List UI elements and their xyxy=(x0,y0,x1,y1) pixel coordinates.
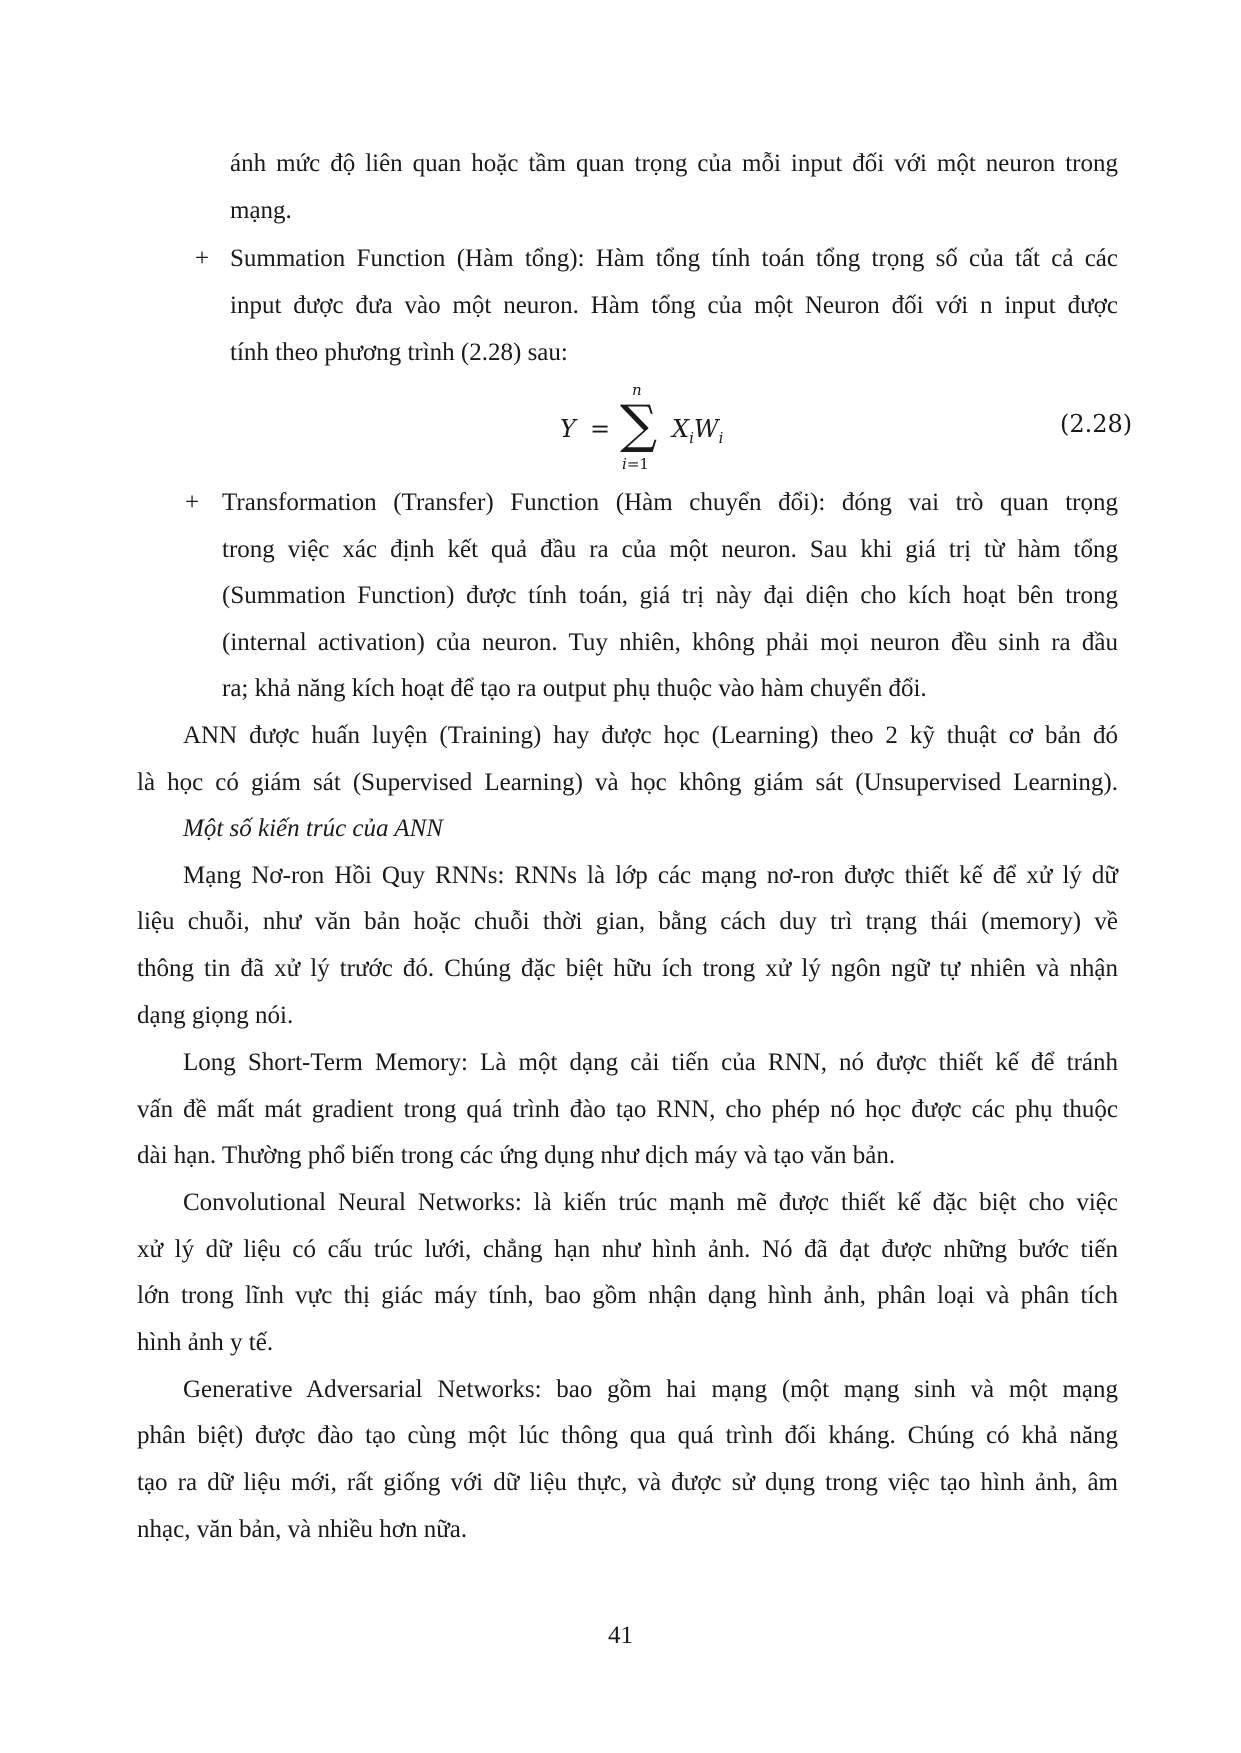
text-line: (internal activation) của neuron. Tuy nhiên, không phải mọi neuron đều sinh ra đầu xyxy=(222,629,1118,656)
text-line: dài hạn. Thường phổ biến trong các ứng dụng như dịch máy và tạo văn bản. xyxy=(137,1142,896,1169)
text-line: Generative Adversarial Networks: bao gồm hai mạng (một mạng sinh và một mạng xyxy=(183,1376,1118,1403)
section-subheading: Một số kiến trúc của ANN xyxy=(183,815,443,842)
page-number: 41 xyxy=(608,1622,633,1649)
term-x: X xyxy=(672,415,690,443)
text-line: Convolutional Neural Networks: là kiến trúc mạnh mẽ được thiết kế đặc biệt cho việc xyxy=(183,1189,1118,1216)
text-line: ra; khả năng kích hoạt để tạo ra output phụ thuộc vào hàm chuyển đổi. xyxy=(222,675,927,702)
text-line: Transformation (Transfer) Function (Hàm chuyển đổi): đóng vai trò quan trọng xyxy=(222,489,1118,516)
text-line: mạng. xyxy=(230,197,292,224)
text-line: Mạng Nơ-ron Hồi Quy RNNs: RNNs là lớp các mạng nơ-ron được thiết kế để xử lý dữ xyxy=(183,862,1118,889)
text-line: input được đưa vào một neuron. Hàm tổng của một Neuron đối với n input được xyxy=(230,292,1118,319)
text-line: dạng giọng nói. xyxy=(137,1002,294,1029)
term-w: W xyxy=(693,415,719,443)
text-line: (Summation Function) được tính toán, giá trị này đại diện cho kích hoạt bên trong xyxy=(222,582,1118,609)
term-w-sub: i xyxy=(718,428,724,447)
text-line: ANN được huấn luyện (Training) hay được học (Learning) theo 2 kỹ thuật cơ bản đó xyxy=(183,722,1118,749)
sum-index: i xyxy=(622,455,627,473)
text-line: Summation Function (Hàm tổng): Hàm tổng tính toán tổng trọng số của tất cả các xyxy=(230,245,1118,272)
summation-symbol: ∑ xyxy=(620,395,658,455)
text-line: Long Short-Term Memory: Là một dạng cải tiến của RNN, nó được thiết kế để tránh xyxy=(183,1049,1118,1076)
equation-terms xyxy=(672,415,723,447)
text-line: liệu chuỗi, như văn bản hoặc chuỗi thời gian, bằng cách duy trì trạng thái (memory) về xyxy=(137,908,1118,935)
bullet-marker: + xyxy=(185,489,200,516)
equation-number: (2.28) xyxy=(1060,410,1133,438)
text-line: ánh mức độ liên quan hoặc tầm quan trọng của mỗi input đối với một neuron trong xyxy=(230,150,1118,177)
text-line: thông tin đã xử lý trước đó. Chúng đặc biệt hữu ích trong xử lý ngôn ngữ tự nhiên và nhận xyxy=(137,955,1118,982)
sum-upper-limit: n xyxy=(632,381,642,399)
text-line: hình ảnh y tế. xyxy=(137,1329,274,1356)
text-line: vấn đề mất mát gradient trong quá trình đào tạo RNN, cho phép nó học được các phụ thuộc xyxy=(137,1096,1118,1123)
text-line: là học có giám sát (Supervised Learning) và học không giám sát (Unsupervised Learning). xyxy=(137,769,1118,796)
text-line: trong việc xác định kết quả đầu ra của một neuron. Sau khi giá trị từ hàm tổng xyxy=(222,536,1118,563)
text-line: lớn trong lĩnh vực thị giác máy tính, bao gồm nhận dạng hình ảnh, phân loại và phân tích xyxy=(137,1282,1118,1309)
text-line: tạo ra dữ liệu mới, rất giống với dữ liệu thực, và được sử dụng trong việc tạo hình ảnh, âm xyxy=(137,1469,1118,1496)
equation-equals: = xyxy=(590,415,611,443)
text-line: phân biệt) được đào tạo cùng một lúc thông qua quá trình đối kháng. Chúng có khả năng xyxy=(137,1422,1118,1449)
sum-lower-limit xyxy=(622,455,649,473)
equation-2-28 xyxy=(540,381,1140,475)
sum-start: =1 xyxy=(626,455,649,473)
text-line: nhạc, văn bản, và nhiều hơn nữa. xyxy=(137,1516,468,1543)
bullet-marker: + xyxy=(195,245,210,272)
text-line: tính theo phương trình (2.28) sau: xyxy=(230,339,568,366)
term-x-sub: i xyxy=(689,428,694,447)
text-line: xử lý dữ liệu có cấu trúc lưới, chẳng hạn như hình ảnh. Nó đã đạt được những bước tiến xyxy=(137,1236,1118,1263)
equation-lhs: Y xyxy=(560,415,576,443)
